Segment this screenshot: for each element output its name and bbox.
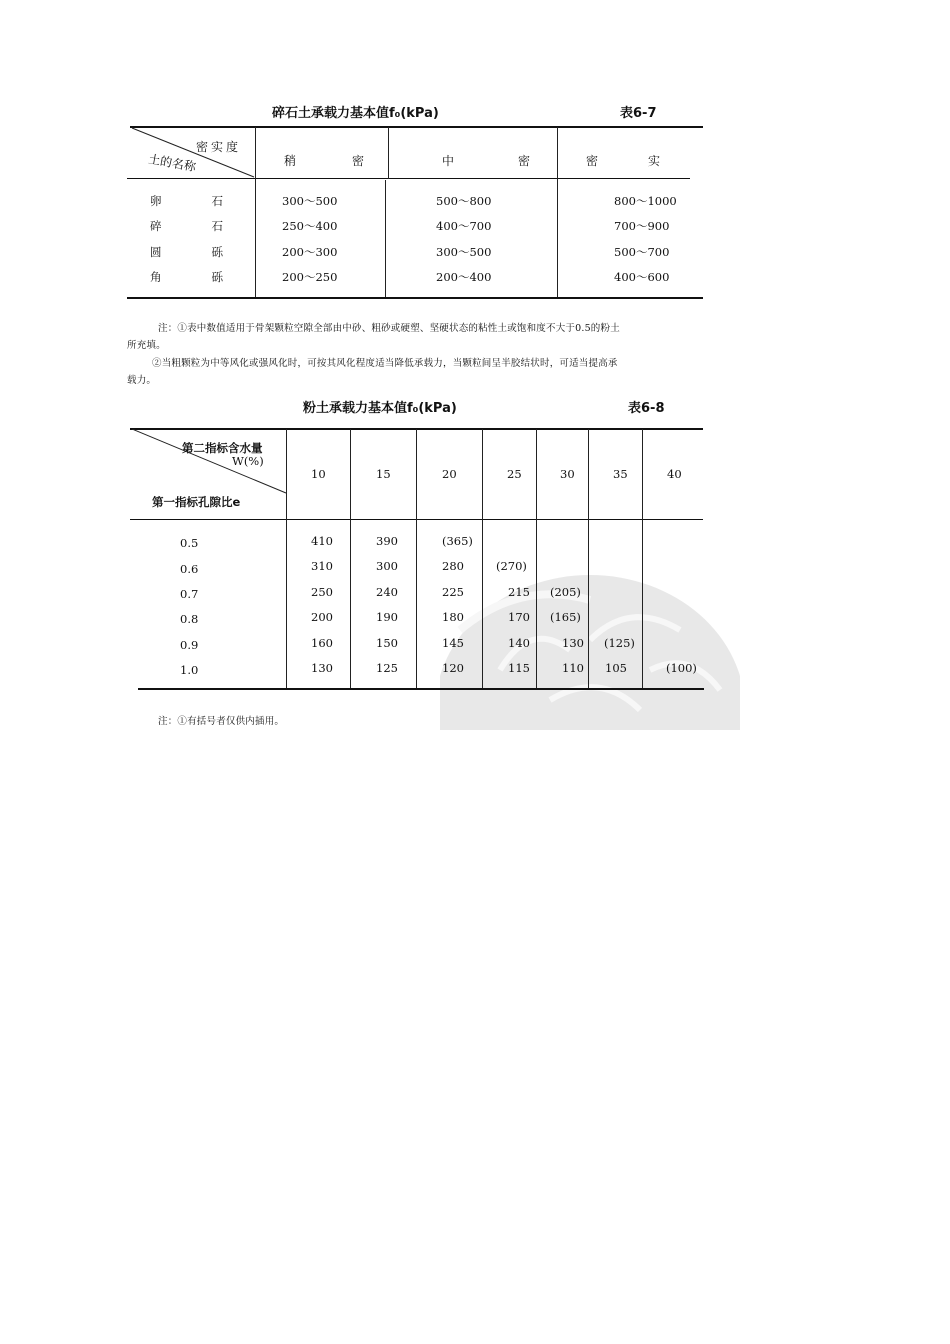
- table2-cell: 160: [311, 636, 333, 650]
- table2-cell: (125): [604, 636, 635, 650]
- table2-cell: 280: [442, 559, 464, 573]
- table1-col-header-loose: [284, 152, 421, 169]
- table1-col-divider: [385, 180, 386, 297]
- table1-row-name: [150, 244, 273, 260]
- table2-row-e: 0.5: [180, 536, 199, 550]
- table2-corner-top-line1: 第二指标含水量: [182, 441, 263, 455]
- table2-col-header: 10: [311, 467, 326, 481]
- table2-cell: 215: [508, 585, 530, 599]
- table2-corner-bottom: 第一指标孔隙比e: [152, 495, 241, 509]
- table1-cell: 400～600: [614, 270, 670, 284]
- table1-col-header-medium: [442, 152, 595, 169]
- table1-col-divider: [557, 127, 558, 297]
- table2-number: 表6-8: [628, 401, 665, 416]
- table2-corner-diagonal: [132, 429, 288, 495]
- table2-col-divider: [482, 429, 483, 688]
- table2-cell: 390: [376, 534, 398, 548]
- table2-col-header: 25: [507, 467, 522, 481]
- table2-cell: 140: [508, 636, 530, 650]
- table1-row-name: [150, 269, 273, 285]
- table1-row-name: [150, 193, 273, 209]
- table2-cell: 250: [311, 585, 333, 599]
- table2-bottom-rule: [138, 688, 704, 690]
- table2-cell: 120: [442, 661, 464, 675]
- table1-col-header-text: 密实: [586, 154, 711, 168]
- table1-cell: 300～500: [282, 194, 338, 208]
- table1-cell: 800～1000: [614, 194, 677, 208]
- table2-cell: 145: [442, 636, 464, 650]
- table2-col-header: 35: [613, 467, 628, 481]
- table1-cell: 200～300: [282, 245, 338, 259]
- table2-col-header: 40: [667, 467, 682, 481]
- table1-col-divider: [388, 127, 389, 179]
- table1-col-header-dense: [586, 152, 711, 169]
- table1-bottom-rule: [127, 297, 703, 299]
- table1-cell: 200～250: [282, 270, 338, 284]
- table1-col-header-text: 中密: [442, 154, 595, 168]
- table2-cell: 200: [311, 610, 333, 624]
- watermark-seal: [440, 560, 740, 730]
- table1-cell: 200～400: [436, 270, 492, 284]
- table2-cell: 110: [562, 661, 584, 675]
- table2-note: 注：①有括号者仅供内插用。: [158, 716, 285, 727]
- table2-col-divider: [642, 429, 643, 688]
- table1-cell: 500～700: [614, 245, 670, 259]
- table1-corner-top: 密实度: [196, 140, 242, 154]
- table2-cell: 170: [508, 610, 530, 624]
- table1-note-1: 注：①表中数值适用于骨架颗粒空隙全部由中砂、粗砂或硬塑、坚硬状态的粘性土或饱和度不大于0.5的粉土: [158, 323, 620, 334]
- table2-col-header: 20: [442, 467, 457, 481]
- table2-corner-top-line2: W(%): [232, 454, 264, 468]
- table2-col-divider: [350, 429, 351, 688]
- table2-col-divider: [416, 429, 417, 688]
- table2-cell: 130: [562, 636, 584, 650]
- table2-cell: 310: [311, 559, 333, 573]
- table2-cell: 190: [376, 610, 398, 624]
- table2-cell: (205): [550, 585, 581, 599]
- table2-cell: 105: [605, 661, 627, 675]
- table2-cell: 300: [376, 559, 398, 573]
- soil-name: 角砾: [150, 270, 273, 284]
- table2-cell: (165): [550, 610, 581, 624]
- table1-note-2: ②当粗颗粒为中等风化或强风化时，可按其风化程度适当降低承载力，当颗粒间呈半胶结状时，可适当提高承: [152, 358, 618, 369]
- table2-cell: 125: [376, 661, 398, 675]
- table2-row-e: 0.8: [180, 612, 199, 626]
- table2-col-header: 15: [376, 467, 391, 481]
- table2-row-e: 0.7: [180, 587, 199, 601]
- table2-cell: (365): [442, 534, 473, 548]
- soil-name: 圆砾: [150, 245, 273, 259]
- table2-row-e: 0.6: [180, 562, 199, 576]
- table1-cell: 300～500: [436, 245, 492, 259]
- table2-cell: (270): [496, 559, 527, 573]
- table1-number: 表6-7: [620, 106, 657, 121]
- table1-corner-bottom: 土的名称: [147, 151, 197, 175]
- table1-note-2-cont: 载力。: [127, 375, 157, 386]
- soil-name: 卵石: [150, 194, 273, 208]
- table2-row-e: 0.9: [180, 638, 199, 652]
- table1-cell: 400～700: [436, 219, 492, 233]
- table2-cell: 225: [442, 585, 464, 599]
- table2-col-header: 30: [560, 467, 575, 481]
- table2-col-divider: [286, 429, 287, 688]
- table2-cell: 115: [508, 661, 530, 675]
- table1-title: 碎石土承载力基本值f₀(kPa): [272, 106, 439, 121]
- table2-cell: 240: [376, 585, 398, 599]
- table1-cell: 250～400: [282, 219, 338, 233]
- table2-cell: 150: [376, 636, 398, 650]
- table1-row-name: [150, 218, 273, 234]
- table2-row-e: 1.0: [180, 663, 199, 677]
- table2-cell: 180: [442, 610, 464, 624]
- table2-title: 粉土承载力基本值f₀(kPa): [303, 401, 457, 416]
- table1-cell: 500～800: [436, 194, 492, 208]
- table2-col-divider: [588, 429, 589, 688]
- table2-cell: 130: [311, 661, 333, 675]
- table1-cell: 700～900: [614, 219, 670, 233]
- table1-note-1-cont: 所充填。: [127, 340, 166, 351]
- soil-name: 碎石: [150, 219, 273, 233]
- table2-col-divider: [536, 429, 537, 688]
- table2-cell: 410: [311, 534, 333, 548]
- table1-col-header-text: 稍密: [284, 154, 421, 168]
- table2-cell: (100): [666, 661, 697, 675]
